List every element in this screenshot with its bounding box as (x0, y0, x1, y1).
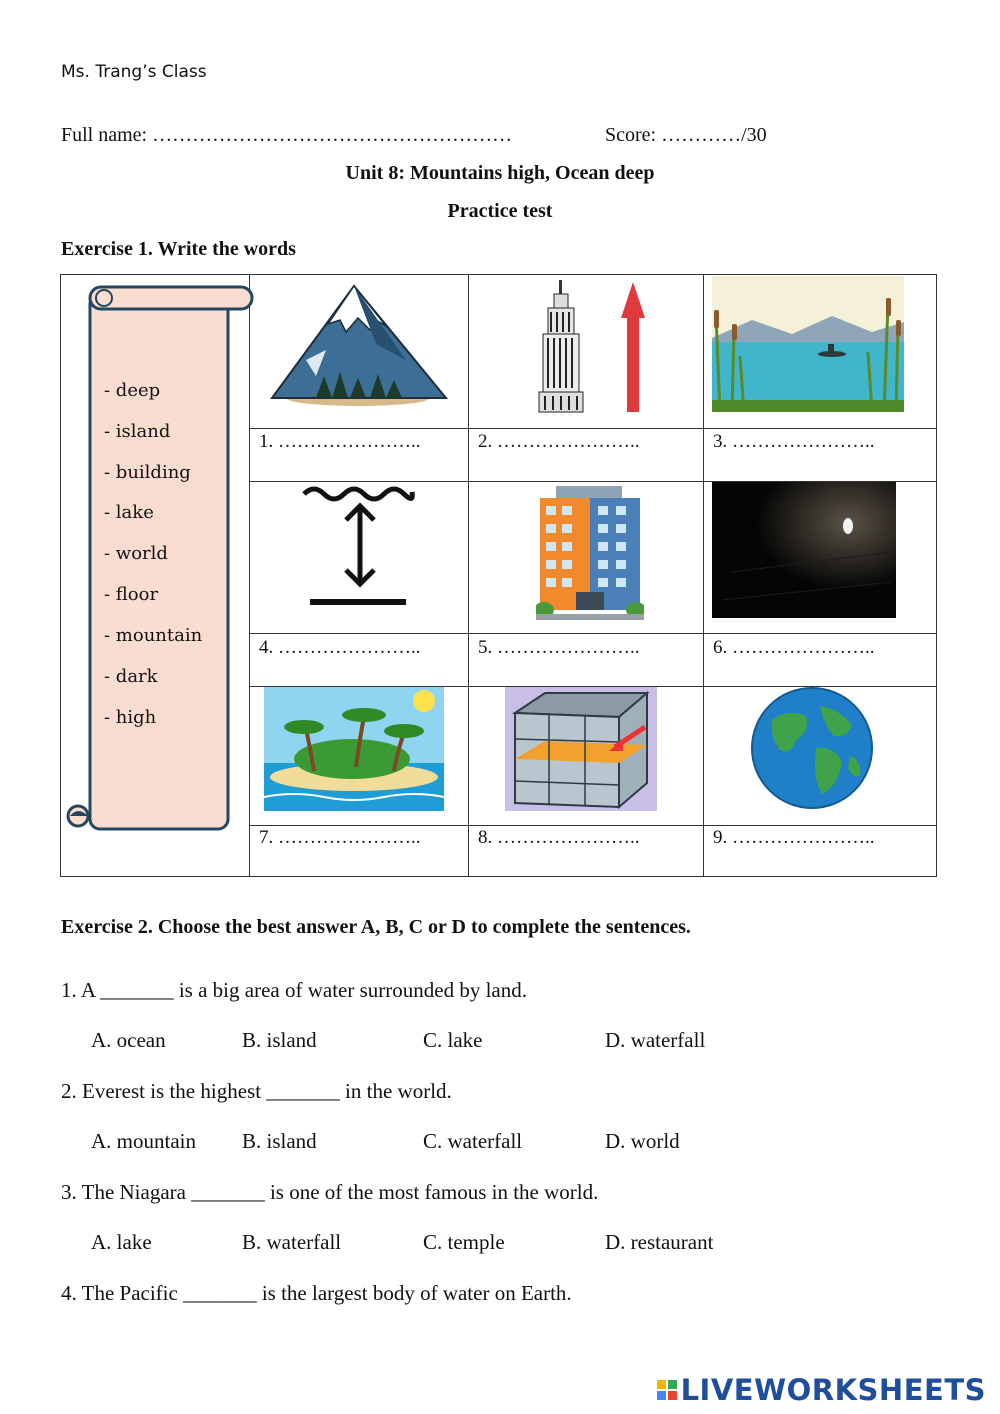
word-bank-item: - island (104, 421, 171, 442)
answer-blank-2[interactable]: 2. ………………….. (478, 431, 640, 452)
answer-blank-8[interactable]: 8. ………………….. (478, 827, 640, 848)
option-1a[interactable]: A. ocean (91, 1028, 166, 1052)
option-2d[interactable]: D. world (605, 1129, 680, 1153)
answer-blank-6[interactable]: 6. ………………….. (713, 637, 875, 658)
dark-icon (712, 482, 896, 618)
exercise1-title: Exercise 1. Write the words (61, 238, 296, 260)
question-2: 2. Everest is the highest _______ in the world. (61, 1079, 452, 1103)
question-3: 3. The Niagara _______ is one of the most famous in the world. (61, 1180, 599, 1204)
score-field: Score: …………/30 (605, 124, 767, 146)
word-bank-item: - high (104, 707, 157, 728)
word-bank-item: - mountain (104, 625, 203, 646)
option-1d[interactable]: D. waterfall (605, 1028, 706, 1052)
tall-building-arrow-icon (535, 276, 650, 416)
option-2b[interactable]: B. island (242, 1129, 317, 1153)
full-name-field: Full name: ……………………………………………… (61, 124, 513, 146)
logo-squares-icon (657, 1380, 677, 1400)
option-3d[interactable]: D. restaurant (605, 1230, 714, 1254)
answer-blank-7[interactable]: 7. ………………….. (259, 827, 421, 848)
word-bank-item: - floor (104, 584, 159, 605)
word-bank-item: - building (104, 462, 191, 483)
class-name: Ms. Trang’s Class (61, 62, 207, 82)
answer-blank-1[interactable]: 1. ………………….. (259, 431, 421, 452)
option-1c[interactable]: C. lake (423, 1028, 483, 1052)
option-3a[interactable]: A. lake (91, 1230, 152, 1254)
depth-arrow-icon (300, 484, 420, 612)
answer-blank-3[interactable]: 3. ………………….. (713, 431, 875, 452)
island-icon (264, 687, 444, 811)
building-icon (536, 482, 644, 622)
lake-icon (712, 276, 904, 412)
unit-title: Unit 8: Mountains high, Ocean deep (345, 162, 655, 184)
question-4: 4. The Pacific _______ is the largest body of water on Earth. (61, 1281, 572, 1305)
liveworksheets-logo[interactable] (657, 1373, 986, 1407)
answer-blank-5[interactable]: 5. ………………….. (478, 637, 640, 658)
answer-blank-4[interactable]: 4. ………………….. (259, 637, 421, 658)
word-bank-item: - world (104, 543, 168, 564)
answer-blank-9[interactable]: 9. ………………….. (713, 827, 875, 848)
world-icon (750, 686, 874, 810)
option-3b[interactable]: B. waterfall (242, 1230, 342, 1254)
logo-text: LIVEWORKSHEETS (680, 1373, 986, 1407)
question-1: 1. A _______ is a big area of water surrounded by land. (61, 978, 527, 1002)
word-bank-item: - deep (104, 380, 161, 401)
option-3c[interactable]: C. temple (423, 1230, 505, 1254)
word-bank-item: - lake (104, 502, 154, 523)
option-2a[interactable]: A. mountain (91, 1129, 196, 1153)
option-2c[interactable]: C. waterfall (423, 1129, 523, 1153)
floor-icon (505, 687, 657, 811)
practice-test-title: Practice test (447, 200, 553, 222)
option-1b[interactable]: B. island (242, 1028, 317, 1052)
exercise2-title: Exercise 2. Choose the best answer A, B, C or D to complete the sentences. (61, 916, 691, 938)
mountain-icon (266, 280, 452, 410)
word-bank-item: - dark (104, 666, 158, 687)
